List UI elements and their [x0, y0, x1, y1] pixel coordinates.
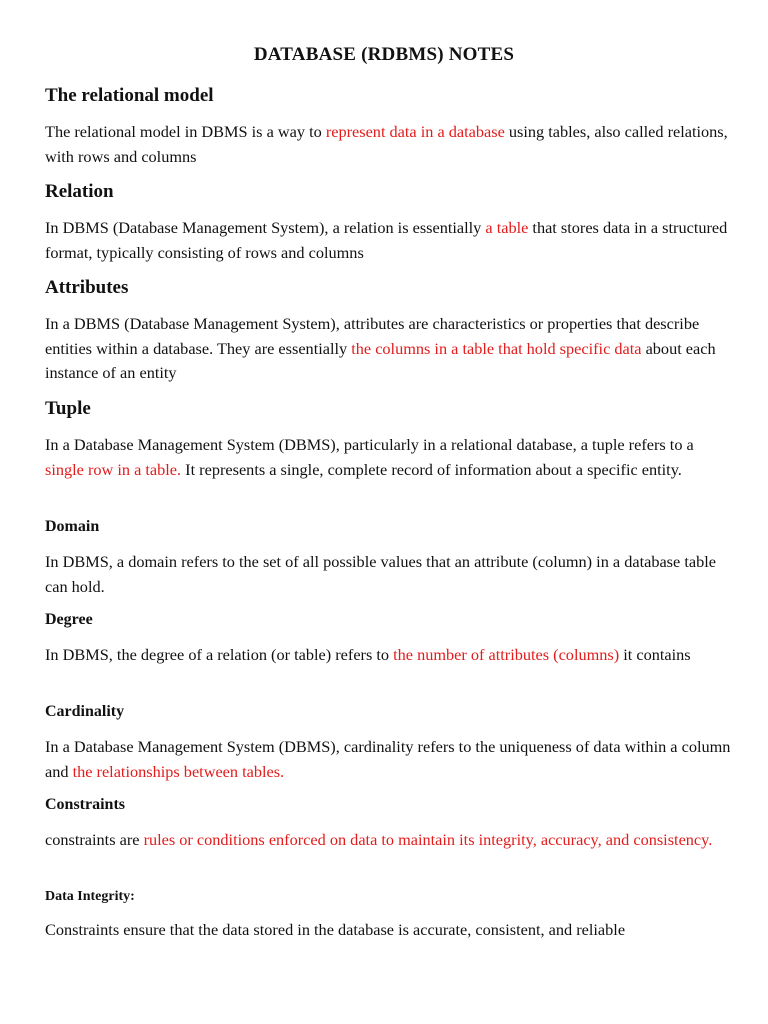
- text: In DBMS, the degree of a relation (or table) refers to: [45, 645, 394, 664]
- paragraph-degree: [45, 643, 735, 668]
- text: it contains: [619, 645, 691, 664]
- text: In DBMS, a domain refers to the set of all possible values that an attribute (column) in a database table can hold.: [45, 552, 716, 596]
- heading-relation: Relation: [45, 181, 114, 202]
- page-title: DATABASE (RDBMS) NOTES: [253, 44, 515, 65]
- paragraph-relation: [45, 216, 735, 265]
- paragraph-domain: [45, 550, 735, 599]
- text: Constraints ensure that the data stored in the database is accurate, consistent, and reliable: [45, 920, 626, 939]
- paragraph-attributes: [45, 312, 735, 386]
- highlighted-text: represent data in a database: [325, 122, 505, 141]
- highlighted-text: the number of attributes (columns): [393, 645, 620, 664]
- heading-relational-model: The relational model: [45, 85, 214, 106]
- text: In DBMS (Database Management System), a relation is essentially: [45, 218, 486, 237]
- heading-attributes: Attributes: [45, 277, 129, 298]
- text: about each instance of an entity: [45, 338, 716, 382]
- heading-domain: Domain: [45, 518, 100, 535]
- text: using tables, also called relations, with rows and columns: [45, 122, 728, 166]
- paragraph-data-integrity: [45, 918, 735, 943]
- text: It represents a single, complete record of information about a specific entity.: [181, 459, 682, 479]
- text: The relational model in DBMS is a way to: [45, 122, 326, 141]
- highlighted-text: the relationships between tables.: [72, 761, 285, 781]
- paragraph-constraints: [45, 828, 735, 853]
- heading-tuple: Tuple: [45, 398, 91, 419]
- paragraph-cardinality: [45, 735, 735, 784]
- highlighted-text: rules or conditions enforced on data to maintain its integrity, accuracy, and consistency.: [143, 830, 713, 849]
- text: In a Database Management System (DBMS), cardinality refers to the uniqueness of data within a column and: [45, 737, 731, 781]
- highlighted-text: the columns in a table that hold specific data: [351, 338, 642, 358]
- heading-constraints: Constraints: [45, 796, 126, 813]
- text: In a Database Management System (DBMS), particularly in a relational database, a tuple refers to a: [45, 435, 694, 454]
- highlighted-text: a table: [485, 218, 529, 237]
- heading-degree: Degree: [45, 611, 93, 628]
- text: In a DBMS (Database Management System), attributes are characteristics or properties that describe entities within a database. They are essentially: [45, 314, 700, 358]
- heading-cardinality: Cardinality: [45, 703, 125, 720]
- paragraph-tuple: [45, 433, 735, 482]
- text: constraints are: [45, 830, 144, 849]
- heading-data-integrity: Data Integrity:: [45, 889, 135, 904]
- text: that stores data in a structured format, typically consisting of rows and columns: [45, 218, 728, 262]
- paragraph-relational-model: [45, 120, 735, 169]
- highlighted-text: single row in a table.: [45, 459, 182, 479]
